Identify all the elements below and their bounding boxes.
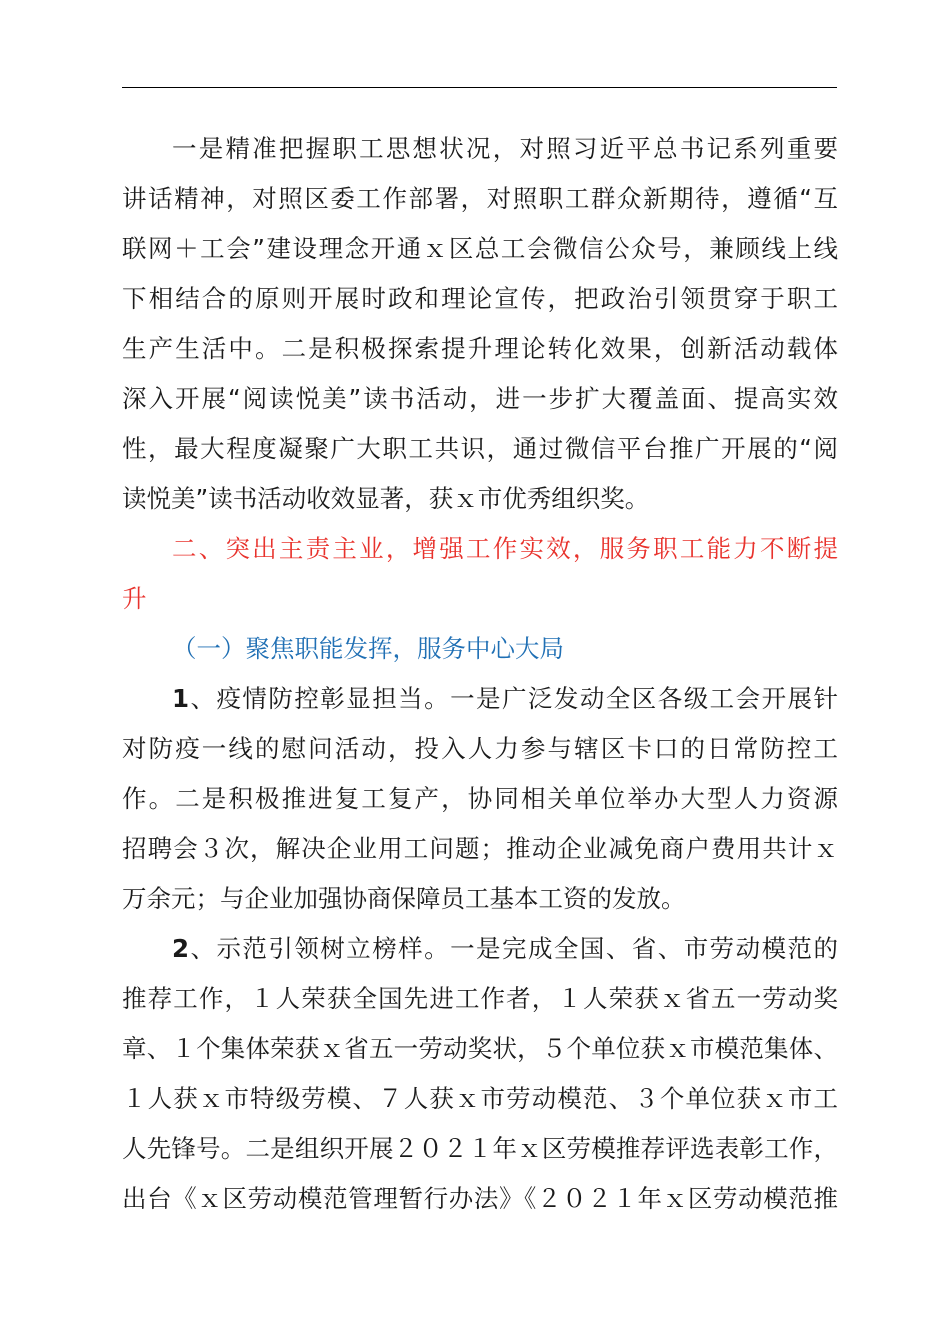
text-line: １人获ｘ市特级劳模、７人获ｘ市劳动模范、３个单位获ｘ市工 [122,1084,838,1113]
item-text: 、示范引领树立榜样。一是完成全国、省、市劳动模范的 [189,934,838,963]
text-line: 生产生活中。二是积极探索提升理论转化效果，创新活动载体 [122,334,838,363]
section-heading [122,524,838,624]
text-line: 作。二是积极推进复工复产，协同相关单位举办大型人力资源 [122,784,838,813]
item-number: 1 [172,684,190,713]
text-line: 推荐工作，１人荣获全国先进工作者，１人荣获ｘ省五一劳动奖 [122,984,838,1013]
section-heading-line: 二、突出主责主业，增强工作实效，服务职工能力不断提 [172,534,838,563]
item-1 [122,674,838,924]
item-first-line [122,924,838,974]
text-line: 深入开展“阅读悦美”读书活动，进一步扩大覆盖面、提高实效 [122,384,838,413]
subheading: （一）聚焦职能发挥，服务中心大局 [172,634,564,663]
text-line: 下相结合的原则开展时政和理论宣传，把政治引领贯穿于职工 [122,284,838,313]
item-first-line [122,674,838,724]
text-line: 讲话精神，对照区委工作部署，对照职工群众新期待，遵循“互 [122,184,838,213]
item-2 [122,924,838,1224]
paragraph-1 [122,124,838,524]
section-heading-line: 升 [122,584,147,613]
text-line: 性，最大程度凝聚广大职工共识，通过微信平台推广开展的“阅 [122,434,838,463]
item-text: 、疫情防控彰显担当。一是广泛发动全区各级工会开展针 [189,684,838,713]
text-line: 联网＋工会”建设理念开通ｘ区总工会微信公众号，兼顾线上线 [122,234,838,263]
text-line: 人先锋号。二是组织开展２０２１年ｘ区劳模推荐评选表彰工作， [122,1134,838,1163]
text-line: 读悦美”读书活动收效显著，获ｘ市优秀组织奖。 [122,484,650,513]
text-line: 一是精准把握职工思想状况，对照习近平总书记系列重要 [172,134,838,163]
text-line: 万余元；与企业加强协商保障员工基本工资的发放。 [122,884,686,913]
text-line: 对防疫一线的慰问活动，投入人力参与辖区卡口的日常防控工 [122,734,838,763]
header-rule [122,87,837,88]
text-line: 章、１个集体荣获ｘ省五一劳动奖状，５个单位获ｘ市模范集体、 [122,1034,838,1063]
text-line: 出台《ｘ区劳动模范管理暂行办法》《２０２１年ｘ区劳动模范推 [122,1184,838,1213]
document-body [122,124,838,1224]
item-number: 2 [172,934,190,963]
text-line: 招聘会３次，解决企业用工问题；推动企业减免商户费用共计ｘ [122,834,838,863]
